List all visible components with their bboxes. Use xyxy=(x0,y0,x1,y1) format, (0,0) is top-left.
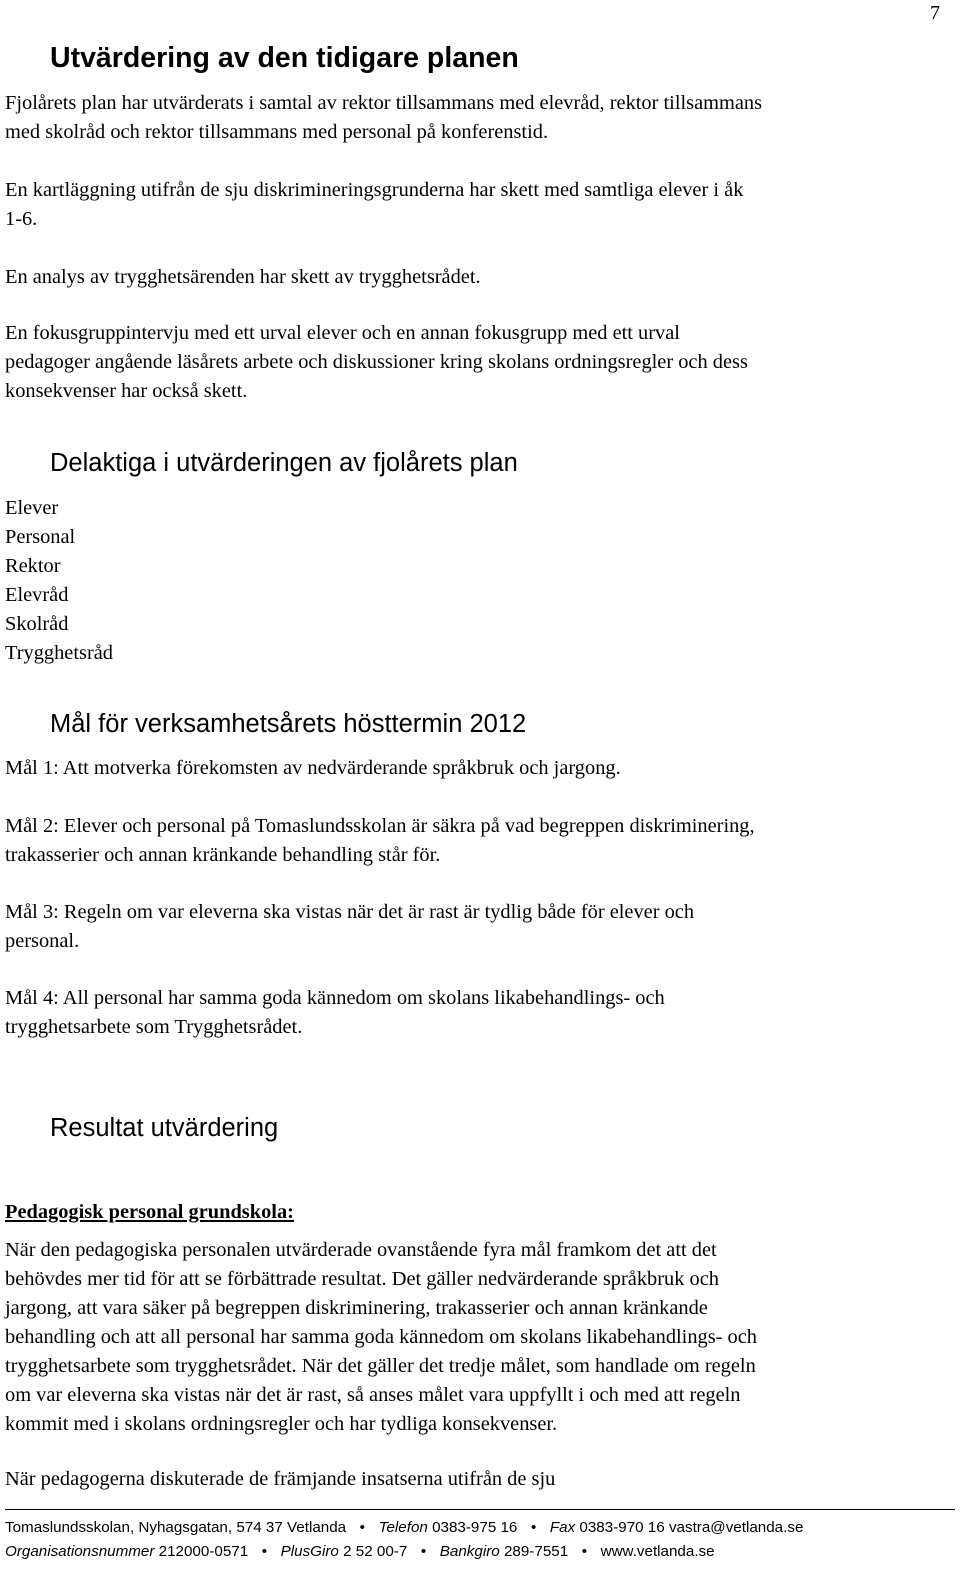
text-line: När pedagogerna diskuterade de främjande insatserna utifrån de sju xyxy=(5,1468,556,1490)
footer-orgnr: 212000-0571 xyxy=(158,1543,249,1560)
result-heading: Resultat utvärdering xyxy=(50,1114,279,1142)
text-line: En kartläggning utifrån de sju diskrimineringsgrunderna har skett med samtliga elever i åk xyxy=(5,179,744,201)
text-line: Fjolårets plan har utvärderats i samtal av rektor tillsammans med elevråd, rektor tillsammans xyxy=(5,92,763,114)
footer-divider xyxy=(5,1509,955,1510)
result-paragraph-1 xyxy=(5,1236,950,1439)
footer-plusgiro-label: PlusGiro xyxy=(280,1543,339,1560)
text-line: behandling och att all personal har samma goda kännedom om skolans likabehandlings- och xyxy=(5,1326,757,1348)
list-item: Trygghetsråd xyxy=(5,642,113,664)
result-paragraph-2 xyxy=(5,1465,950,1494)
list-item: Elever xyxy=(5,497,59,519)
list-item: Skolråd xyxy=(5,613,69,635)
goal-1 xyxy=(5,754,950,783)
text-line: 1-6. xyxy=(5,208,38,230)
footer-line-1 xyxy=(5,1516,955,1540)
text-line: jargong, att vara säker på begreppen diskriminering, trakasserier och annan kränkande xyxy=(5,1297,708,1319)
text-line: om var eleverna ska vistas när det är rast, så anses målet vara uppfyllt i och med att regeln xyxy=(5,1384,741,1406)
text-line: trygghetsarbete som Trygghetsrådet. xyxy=(5,1016,303,1038)
goal-3 xyxy=(5,898,950,956)
footer-line-2 xyxy=(5,1540,955,1564)
list-item: Rektor xyxy=(5,555,61,577)
text-line: kommit med i skolans ordningsregler och har tydliga konsekvenser. xyxy=(5,1413,558,1435)
footer-telefon-label: Telefon xyxy=(378,1519,428,1536)
page-number: 7 xyxy=(930,2,940,24)
text-line: Mål 2: Elever och personal på Tomaslundsskolan är säkra på vad begreppen diskriminering, xyxy=(5,815,755,837)
goal-2 xyxy=(5,812,950,870)
footer-bankgiro-label: Bankgiro xyxy=(439,1543,500,1560)
list-item: Personal xyxy=(5,526,76,548)
main-heading: Utvärdering av den tidigare planen xyxy=(50,42,519,74)
intro-paragraph-3 xyxy=(5,263,950,292)
bullet-icon: • xyxy=(261,1543,268,1560)
bullet-icon: • xyxy=(359,1519,365,1536)
goal-4 xyxy=(5,984,950,1042)
footer-bankgiro: 289-7551 xyxy=(503,1543,569,1560)
footer-fax-label: Fax xyxy=(549,1519,576,1536)
list-item: Elevråd xyxy=(5,584,69,606)
goals-heading: Mål för verksamhetsårets hösttermin 2012 xyxy=(50,710,527,738)
intro-paragraph-2 xyxy=(5,176,950,234)
footer-website: www.vetlanda.se xyxy=(600,1543,715,1560)
intro-paragraph-1 xyxy=(5,89,950,147)
intro-paragraph-4 xyxy=(5,319,950,406)
text-line: Mål 3: Regeln om var eleverna ska vistas när det är rast är tydlig både för elever och xyxy=(5,901,695,923)
participants-list xyxy=(5,494,113,668)
text-line: trygghetsarbete som trygghetsrådet. När det gäller det tredje målet, som handlade om regeln xyxy=(5,1355,756,1377)
text-line: En analys av trygghetsärenden har skett av trygghetsrådet. xyxy=(5,266,481,288)
text-line: pedagoger angående läsårets arbete och diskussioner kring skolans ordningsregler och dess xyxy=(5,351,748,373)
text-line: trakasserier och annan kränkande behandling står för. xyxy=(5,844,441,866)
footer-email: vastra@vetlanda.se xyxy=(668,1519,804,1536)
text-line: med skolråd och rektor tillsammans med personal på konferenstid. xyxy=(5,121,549,143)
text-line: Mål 4: All personal har samma goda kännedom om skolans likabehandlings- och xyxy=(5,987,665,1009)
text-line: Mål 1: Att motverka förekomsten av nedvärderande språkbruk och jargong. xyxy=(5,757,621,779)
bullet-icon: • xyxy=(530,1519,537,1536)
footer-address: Tomaslundsskolan, Nyhagsgatan, 574 37 Vetlanda xyxy=(5,1519,347,1536)
text-line: behövdes mer tid för att se förbättrade resultat. Det gäller nedvärderande språkbruk och xyxy=(5,1268,719,1290)
footer-telefon: 0383-975 16 xyxy=(432,1519,518,1536)
text-line: När den pedagogiska personalen utvärderade ovanstående fyra mål framkom det att det xyxy=(5,1239,717,1261)
text-line: En fokusgruppintervju med ett urval elever och en annan fokusgrupp med ett urval xyxy=(5,322,680,344)
text-line: konsekvenser har också skett. xyxy=(5,380,248,402)
participants-heading: Delaktiga i utvärderingen av fjolårets plan xyxy=(50,449,518,477)
footer-fax: 0383-970 16 xyxy=(579,1519,665,1536)
bullet-icon: • xyxy=(420,1543,427,1560)
result-subheading: Pedagogisk personal grundskola: xyxy=(5,1201,294,1223)
footer-plusgiro: 2 52 00-7 xyxy=(343,1543,408,1560)
footer-orgnr-label: Organisationsnummer xyxy=(5,1543,155,1560)
bullet-icon: • xyxy=(581,1543,588,1560)
text-line: personal. xyxy=(5,930,80,952)
